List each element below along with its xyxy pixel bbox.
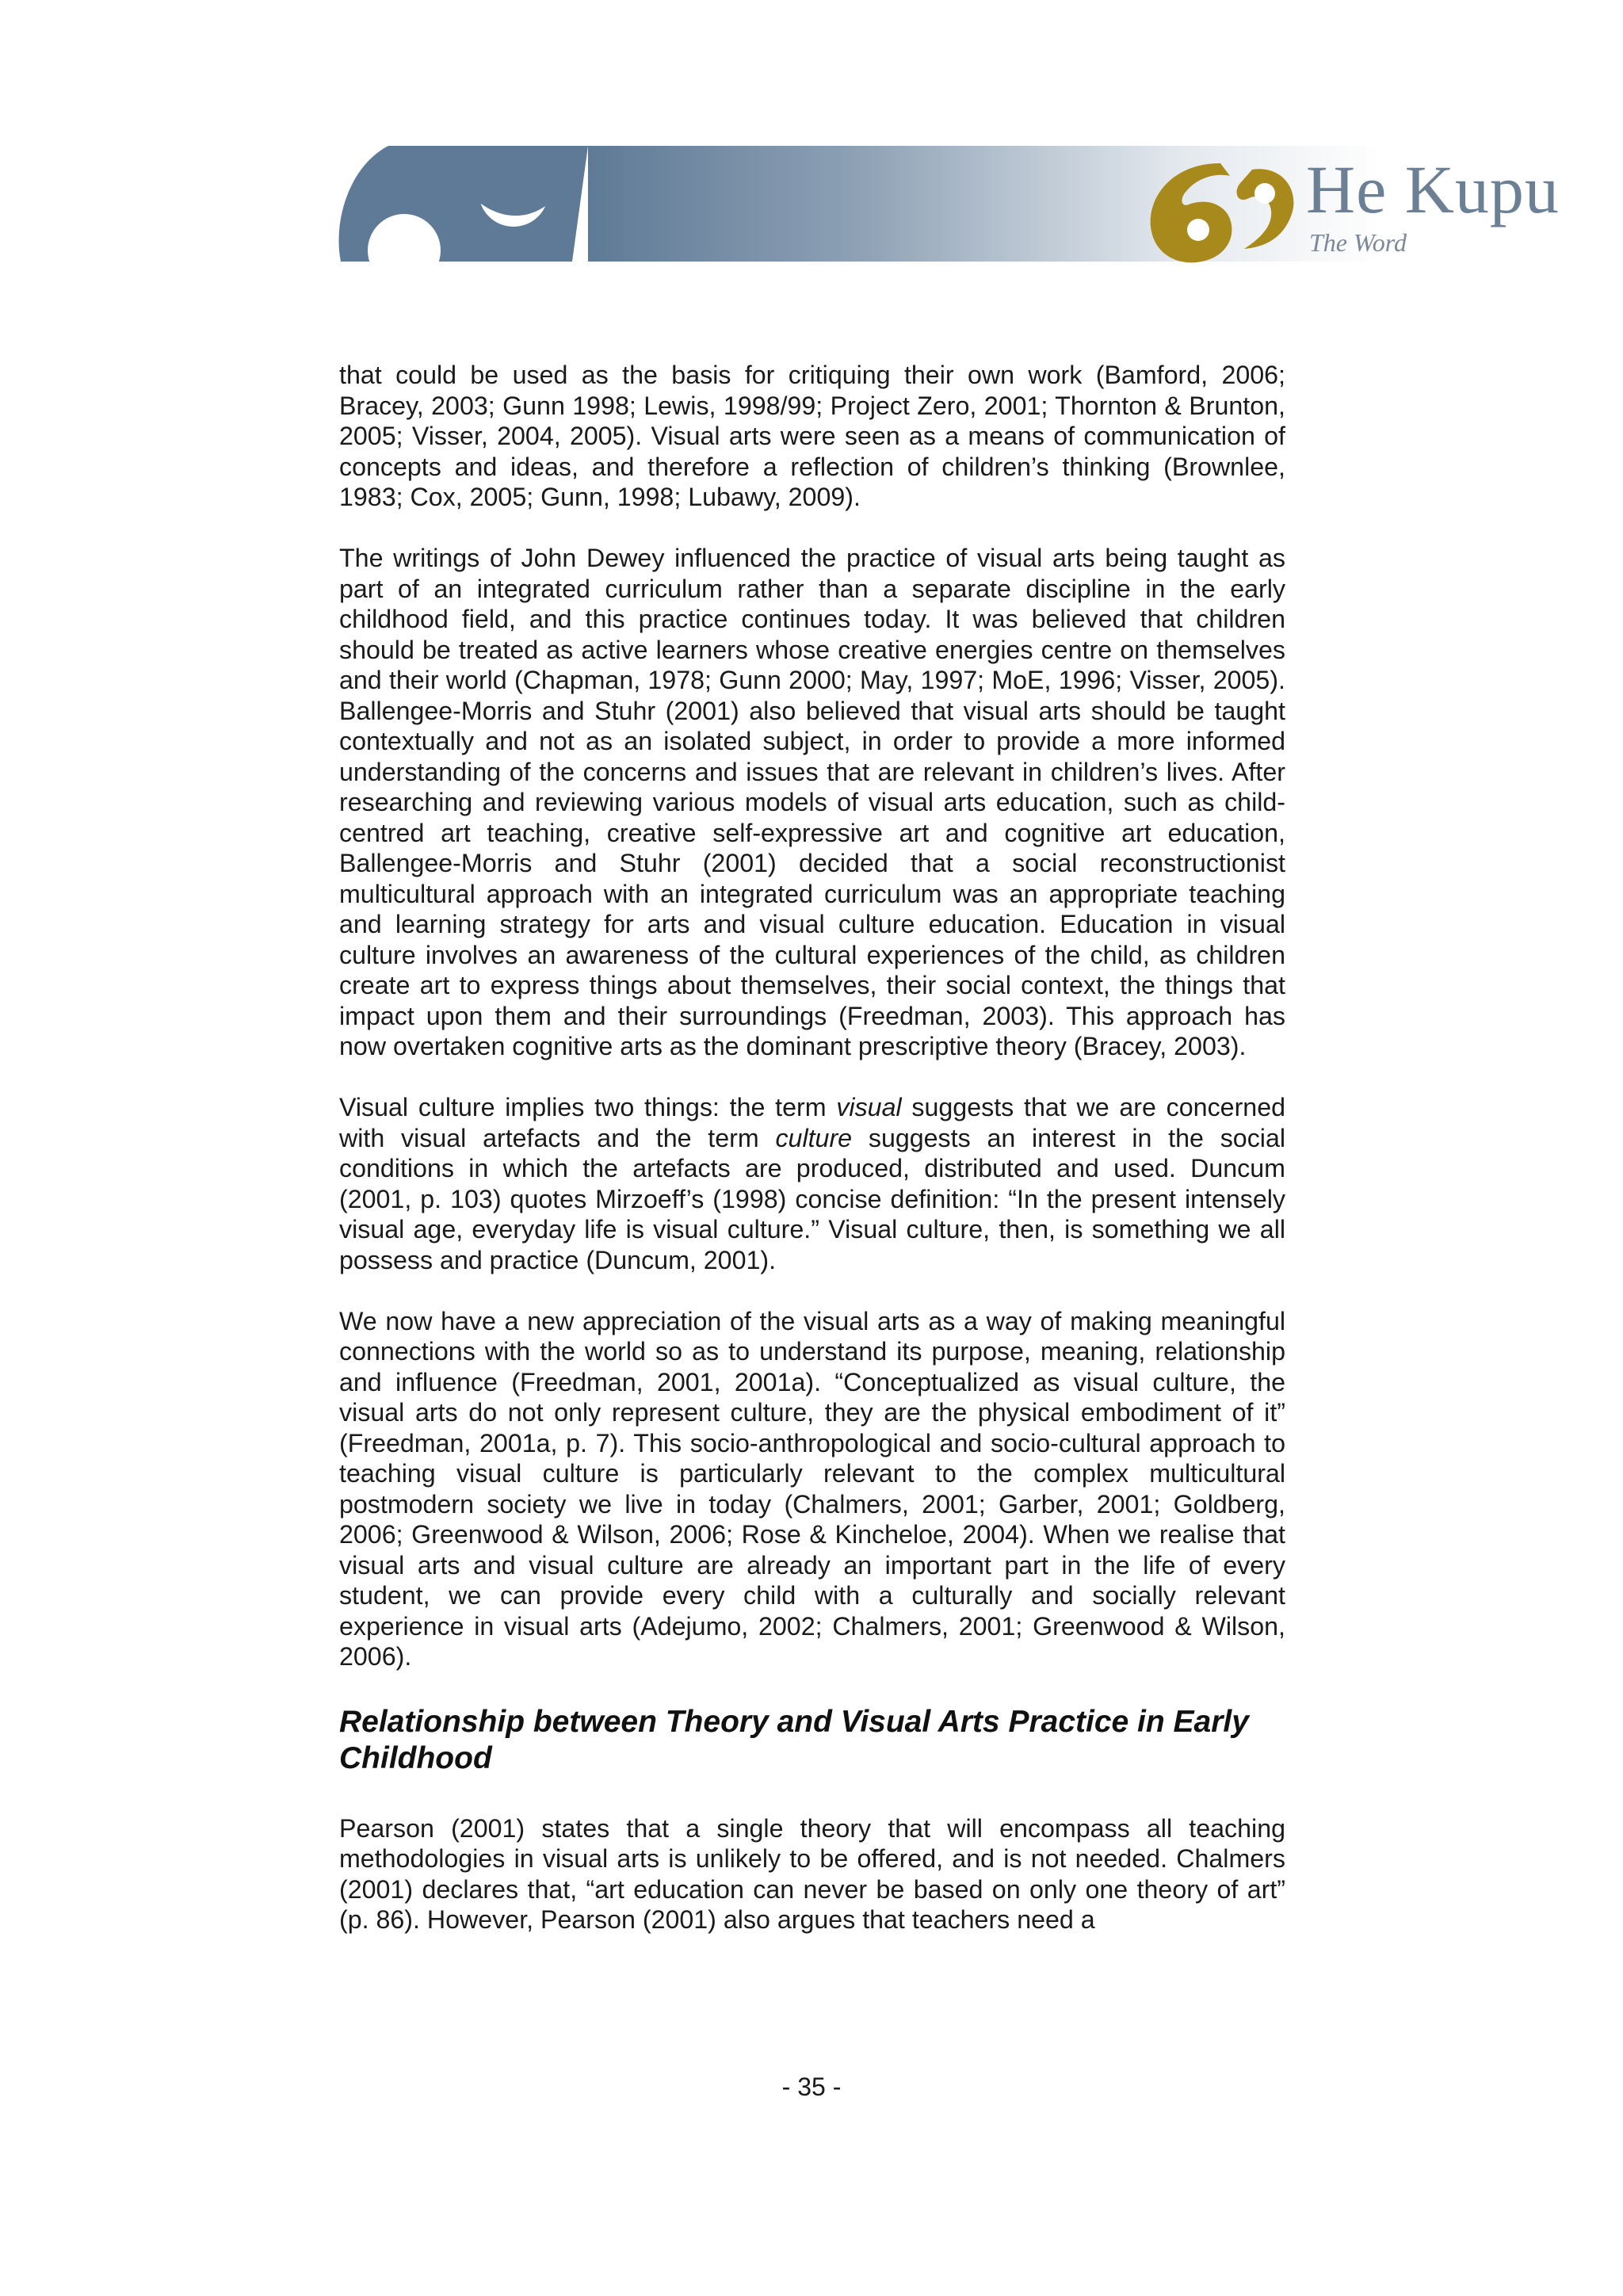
document-body <box>339 360 1285 1966</box>
text-run: suggests that we are concerned with visual artefacts and the term <box>339 1093 1285 1152</box>
paragraph: Pearson (2001) states that a single theory that will encompass all teaching methodologies in visual arts is unlikely to be offered, and is not needed. Chalmers (2001) declares that, “art education can never be based on only one theory of art” (p. 86). However, Pearson (2001) also argues that teachers need a <box>339 1813 1285 1934</box>
brand-name: He Kupu <box>1306 151 1560 227</box>
section-heading: Relationship between Theory and Visual Arts Practice in Early Childhood <box>339 1704 1249 1775</box>
banner-ornament-icon <box>339 146 589 285</box>
text-run: suggests an interest in the social conditions in which the artefacts are produced, distributed and used. Duncum (2001, p. 103) quotes Mirzoeff’s (1998) concise definition: “In the present intensely visual age, everyday life is visual culture.” Visual culture, then, is something we all possess and practice (Duncum, 2001). <box>339 1123 1285 1274</box>
emphasis-visual: visual <box>836 1093 902 1121</box>
text-run: Visual culture implies two things: the term <box>339 1093 837 1121</box>
page-number: - 35 - <box>781 2073 842 2101</box>
paragraph: We now have a new appreciation of the visual arts as a way of making meaningful connections with the world so as to understand its purpose, meaning, relationship and influence (Freedman, 2001, 2001a). “Conceptualized as visual culture, the visual arts do not only represent culture, they are the physical embodiment of it” (Freedman, 2001a, p. 7). This socio-anthropological and socio-cultural approach to teaching visual culture is particularly relevant to the complex multicultural postmodern society we live in today (Chalmers, 2001; Garber, 2001; Goldberg, 2006; Greenwood & Wilson, 2006; Rose & Kincheloe, 2004). When we realise that visual arts and visual culture are already an important part in the life of every student, we can provide every child with a culturally and socially relevant experience in visual arts (Adejumo, 2002; Chalmers, 2001; Greenwood & Wilson, 2006). <box>339 1306 1285 1671</box>
page-header <box>0 0 1623 285</box>
brand-tagline: The Word <box>1309 228 1407 257</box>
paragraph <box>339 1092 1285 1275</box>
paragraph: The writings of John Dewey influenced the practice of visual arts being taught as part of an integrated curriculum rather than a separate discipline in the early childhood field, and this practice continues today. It was believed that children should be treated as active learners whose creative energies centre on themselves and their world (Chapman, 1978; Gunn 2000; May, 1997; MoE, 1996; Visser, 2005). Ballengee-Morris and Stuhr (2001) also believed that visual arts should be taught contextually and not as an isolated subject, in order to provide a more informed understanding of the concerns and issues that are relevant in children’s lives. After researching and reviewing various models of visual arts education, such as child-centred art teaching, creative self-expressive art and cognitive art education, Ballengee-Morris and Stuhr (2001) decided that a social reconstructionist multicultural approach with an integrated curriculum was an appropriate teaching and learning strategy for arts and visual culture education. Education in visual culture involves an awareness of the cultural experiences of the child, as children create art to express things about themselves, their social context, the things that impact upon them and their surroundings (Freedman, 2003). This approach has now overtaken cognitive arts as the dominant prescriptive theory (Bracey, 2003). <box>339 544 1285 1060</box>
paragraph: that could be used as the basis for critiquing their own work (Bamford, 2006; Bracey, 2003; Gunn 1998; Lewis, 1998/99; Project Zero, 2001; Thornton & Brunton, 2005; Visser, 2004, 2005). Visual arts were seen as a means of communication of concepts and ideas, and therefore a reflection of children’s thinking (Brownlee, 1983; Cox, 2005; Gunn, 1998; Lubawy, 2009). <box>339 361 1285 511</box>
emphasis-culture: culture <box>775 1123 853 1152</box>
